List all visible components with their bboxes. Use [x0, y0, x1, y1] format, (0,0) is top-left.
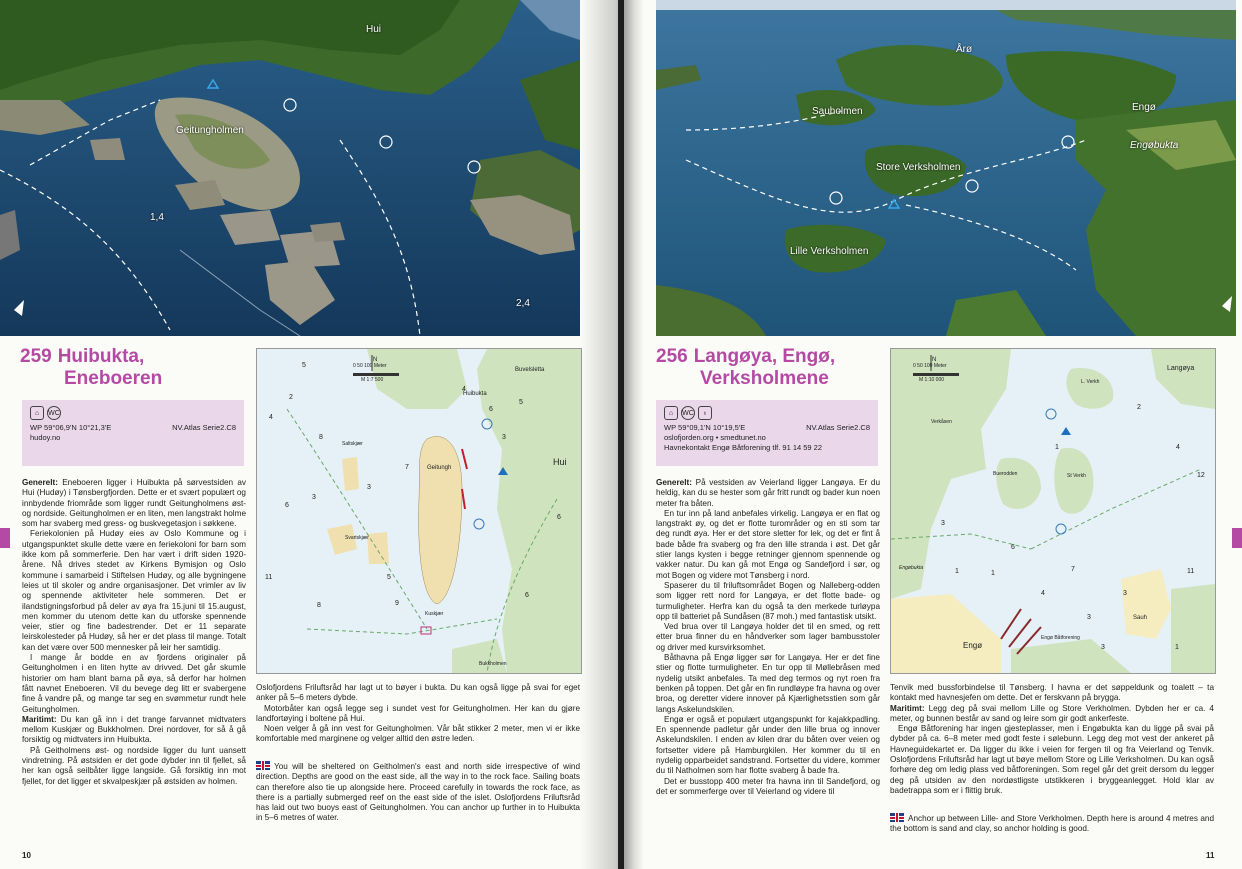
atlas-ref: NV.Atlas Serie2.C8: [172, 423, 236, 432]
svg-text:6: 6: [557, 514, 561, 521]
chart-scale: M 1:7 500: [361, 377, 384, 383]
paragraph-text: Engø er også et populært utgangspunkt for kajakkpadling. En spennende padletur går under den lille brua og innover Askelundskilen. I enden av kilen drar du båten over veien og fortsetter videre på Hamburgkilen. Her kommer du til en nydelig opparbeidet sandstrand. Fortsetter du videre, kommer du til Natholmen som har flotte svaberg å bade fra.: [656, 714, 880, 776]
paragraph: [890, 704, 1214, 725]
title-line: Huibukta,: [57, 346, 145, 367]
svg-text:6: 6: [525, 592, 529, 599]
harbour-info-box: [22, 400, 244, 466]
chart-place-label: Geitungh: [427, 465, 452, 471]
title-line: Eneboeren: [64, 368, 163, 389]
svg-text:7: 7: [1071, 566, 1075, 573]
facility-icons: [30, 403, 236, 423]
svg-text:12: 12: [1197, 472, 1205, 479]
photo-label-aro: Årø: [956, 44, 973, 55]
section-tab: [1232, 528, 1242, 548]
scale-bar-label: 0 50 100 Meter: [353, 363, 387, 369]
svg-text:8: 8: [317, 602, 321, 609]
website: hudoy.no: [30, 433, 61, 442]
english-summary: [890, 813, 1214, 835]
paragraph-lead: Generelt:: [22, 478, 58, 487]
aerial-photo-huibukta: [0, 0, 580, 336]
harbour-number: 259: [20, 346, 52, 367]
photo-label-store-verksholmen: Store Verksholmen: [876, 162, 961, 173]
svg-text:4: 4: [462, 386, 466, 393]
chart-place-label: Engø Båtforening: [1041, 635, 1080, 641]
wc-icon: WC: [47, 406, 61, 420]
chart-place-label: Svartskjær: [345, 535, 369, 541]
section-tab: [0, 528, 10, 548]
paragraph-lead: Generelt:: [656, 478, 692, 487]
photo-label-geitungholmen: Geitungholmen: [176, 125, 244, 136]
svg-text:6: 6: [285, 502, 289, 509]
svg-text:4: 4: [269, 414, 273, 421]
uk-flag-icon: [890, 813, 904, 822]
svg-text:4: 4: [1041, 590, 1045, 597]
harbour-contact: Havnekontakt Engø Båtforening tlf. 91 14 59 22: [664, 443, 823, 452]
text-column-1: [656, 478, 880, 797]
waypoint: WP 59°09,1'N 10°19,5'E: [664, 423, 746, 432]
chart-place-label: Bukkholmen: [479, 661, 507, 667]
paragraph: [22, 478, 246, 529]
paragraph-text: Eneboeren ligger i Huibukta på sørvestsiden av Hui (Hudøy) i Tønsbergfjorden. Dette er et svært populært og innbydende friområde som ligger rundt Geitungholmens øst- og nordside. Geitungholmen er en liten, men langstrakt holme som har svaberg med gress- og buskvegetasjon i søkkene.: [22, 478, 246, 529]
paragraph: [256, 683, 580, 704]
svg-text:3: 3: [1087, 614, 1091, 621]
harbour-chart-huibukta: [256, 348, 582, 674]
chart-scale: M 1:10 000: [919, 377, 945, 383]
photo-depth-label: 2,4: [516, 298, 530, 309]
paragraph-text: I mange år bodde en av fjordens originaler på Geitungholmen i en liten hytte av drivved. Det går skumle historier om ham blant barna på øya, så derfor har holmen fått navnet Eneboeren. Vil du bevege deg litt er svabergene fine å vandre på, og mange tar seg en svømmetur rundt hele Geitungholmen.: [22, 653, 246, 714]
paragraph-text: På Geitholmens øst- og nordside ligger du lunt uansett vindretning. På østsiden er det gode dybder inn til fjellet, så her kan også seilbåter ligge langside. Gå forsiktig inn mot fjellet, for det ligger et skvalpeskjær på østsiden av holmen.: [22, 745, 246, 786]
title-line: Langøya, Engø,: [693, 346, 836, 367]
left-page: [0, 0, 618, 869]
svg-text:1: 1: [1055, 444, 1059, 451]
paragraph-text: Motorbåter kan også legge seg i sundet vest for Geitungholmen. Her kan du gjøre landfortøying i boltene på Hui.: [256, 703, 580, 723]
chart-place-label: Saltskjær: [342, 441, 363, 447]
svg-text:11: 11: [1187, 568, 1195, 575]
photo-label-lille-verksholmen: Lille Verksholmen: [790, 246, 869, 257]
paragraph: [256, 724, 580, 745]
svg-text:1: 1: [991, 570, 995, 577]
photo-label-hui: Hui: [366, 24, 382, 35]
paragraph: [22, 715, 246, 746]
wc-icon: WC: [681, 406, 695, 420]
svg-text:1: 1: [1175, 644, 1179, 651]
right-page: [624, 0, 1242, 869]
photo-label-engobukta: Engøbukta: [1130, 140, 1179, 151]
refuse-bin-icon: ⌂: [664, 406, 678, 420]
svg-text:5: 5: [302, 362, 306, 369]
north-arrow-label: N: [373, 357, 378, 363]
paragraph-text: Engø Båtforening har ingen gjesteplasser, men i Engøbukta kan du ligge på svai på dybder på ca. 6–8 meter med godt feste i sølebunn. Legg deg mot vest der ankeret på Havneguidekartet er. Da ligger du ikke i veien for fergen til og fra Veierland og Tenvik. Oslofjordens Friluftsråd har lagt ut bøye mellom Store og Lille Verksholmen. Du kan også forhøre deg om ledig plass ved båtforeningen. Som regel går det greit dersom du legger deg på utsiden av den nordøstligste utstikkeren i bryggeanlegget. Hold klar av badetrappa som er i flittig bruk.: [890, 724, 1214, 795]
svg-text:5: 5: [519, 399, 523, 406]
chart-place-label: Langøya: [1167, 365, 1195, 372]
paragraph-text: Båthavna på Engø ligger sør for Langøya. Her er det fine stier og flotte turmuligheter. En tur opp til Møllebråsen med nydelig utsikt anbefales. Ta med deg termos og nyt roen fra benken på toppen. Det går en fin rundløype fra havna og over broa, og deretter videre innover på Kjærlighetsstien som går langs Askelundskilen.: [656, 653, 880, 714]
svg-text:3: 3: [367, 484, 371, 491]
svg-text:9: 9: [395, 600, 399, 607]
chart-place-label: Engøbukta: [899, 565, 924, 571]
paragraph: [656, 478, 880, 509]
svg-text:5: 5: [387, 574, 391, 581]
chart-place-label: Hui: [553, 457, 567, 467]
svg-text:7: 7: [405, 464, 409, 471]
paragraph: [656, 653, 880, 715]
paragraph: [22, 746, 246, 787]
paragraph: [256, 704, 580, 725]
paragraph-text: Du kan gå inn i det trange farvannet midtvaters mellom Kuskjær og Bukkholmen. Drei nordover, for så å gå forsiktig og midtvaters inn Huibukta.: [22, 714, 246, 745]
harbour-number: 256: [656, 346, 688, 367]
harbour-title: [20, 346, 162, 390]
north-arrow-label: N: [932, 357, 937, 363]
svg-text:3: 3: [1123, 590, 1127, 597]
paragraph-text: En tur inn på land anbefales virkelig. Langøya er en flat og langstrakt øy, og det er flotte turområder og en sti som tar deg rundt øya. Her er det store sletter for lek, og det er fint å bade både fra svaberg og fra den lille stranda i øst. Det går stier langs kysten i begge retninger gjennom spennende og vakker natur. Du kan gå mot Engø og Sandefjord i sør, og mot Bogen og videre mot Tønsberg i nord.: [656, 508, 880, 580]
paragraph-text: Spaserer du til friluftsområdet Bogen og Nalleberg-odden som ligger rett nord for Langøya, er det flotte bade- og turmuligheter. Herfra kan du også ta den merkede turløypa opp til batteriet på Sundåsen (87 moh.) med fantastisk utsikt.: [656, 580, 880, 621]
paragraph: [656, 715, 880, 777]
refuse-bin-icon: ⌂: [30, 406, 44, 420]
paragraph-text: Legg deg på svai mellom Lille og Store Verkholmen. Dybden her er ca. 4 meter, og bunnen består av sand og leire som gir godt ankerfeste.: [890, 703, 1214, 723]
paragraph-text: Feriekolonien på Hudøy eies av Oslo Kommune og i utgangspunktet skulle dette være en feriekoloni for barn som ikke kom på sommerferie. Den har vært i drift siden 1920-årene. Nå drives stedet av Kirkens Bymisjon og Oslo kommune i samarbeid i Stiftelsen Hudøy, og alle bygningene leies ut til skoler og andre organisasjoner. Det vrimler av liv og spennende aktiviteter hele sommeren. Det er ilandstigningsforbud på deler av øya fra 15.juni til 15.august, men kommer du utenom dette kan du utforske spennende veier, stier og fine badestrender. Det er 11 separate leirskolesteder på Hudøy, så her er det plass til mange. Totalt kan det være over 500 mennesker på leir her samtidig.: [22, 529, 246, 652]
paragraph: [656, 581, 880, 622]
paragraph: [22, 653, 246, 715]
svg-text:4: 4: [1176, 444, 1180, 451]
svg-text:3: 3: [312, 494, 316, 501]
chart-place-label: L. Verkh: [1081, 379, 1100, 385]
english-summary: [256, 761, 580, 824]
text-column-2: [890, 683, 1214, 796]
harbour-info-box: [656, 400, 878, 466]
svg-text:8: 8: [319, 434, 323, 441]
chart-place-label: Buerodden: [993, 471, 1018, 477]
english-text: You will be sheltered on Geitholmen's east and north side irrespective of wind direction. Depths are good on the east side, all the way in to the rock face. Sailing boats can therefore also tie up alongside here. Proceed carefully in towards the rock face, as there is a partially submerged reef on the east side of the islet. Oslofjordens Friluftsråd has laid out two buoys east of Geitungholmen. You can anchor up further in to Huibukta in 5–6 metres of water.: [256, 762, 580, 823]
paragraph-text: Oslofjordens Friluftsråd har lagt ut to bøyer i bukta. Du kan også ligge på svai for eget anker på 5–6 meters dybde.: [256, 683, 580, 703]
chart-place-label: Engø: [963, 641, 983, 650]
paragraph: [22, 529, 246, 653]
paragraph-text: Det er busstopp 400 meter fra havna inn til Sandefjord, og det er sommerferge over til Veierland og videre til: [656, 776, 880, 796]
photo-label-engo: Engø: [1132, 102, 1156, 113]
text-column-1: [22, 478, 246, 787]
svg-text:3: 3: [502, 434, 506, 441]
paragraph-text: Tenvik med bussforbindelse til Tønsberg. I havna er det søppeldunk og toalett – ta kontakt med havnesjefen om dette. Det er ferskvann på brygga.: [890, 683, 1214, 703]
title-line: Verksholmene: [700, 368, 829, 389]
chart-place-label: Huibukta: [463, 391, 487, 397]
harbour-chart-langoya: [890, 348, 1216, 674]
chart-place-label: Kuskjær: [425, 611, 444, 617]
english-text: Anchor up between Lille- and Store Verkholmen. Depth here is around 4 metres and the bottom is sand and clay, so anchor holding is good.: [890, 814, 1214, 834]
waypoint: WP 59°06,9'N 10°21,3'E: [30, 423, 112, 432]
paragraph-lead: Maritimt:: [890, 703, 925, 713]
atlas-ref: NV.Atlas Serie2.C8: [806, 423, 870, 432]
scale-bar-label: 0 50 100 Meter: [913, 363, 947, 369]
paragraph: [890, 683, 1214, 704]
page-number: 11: [1206, 851, 1215, 860]
svg-text:3: 3: [1101, 644, 1105, 651]
paragraph: [656, 777, 880, 798]
svg-text:11: 11: [265, 574, 273, 581]
text-column-2: [256, 683, 580, 745]
svg-text:6: 6: [1011, 544, 1015, 551]
paragraph-text: Ved brua over til Langøya holder det til en smed, og rett etter brua finner du en håndverker som lager bambusstoler og driver med kursvirksomhet.: [656, 622, 880, 652]
website: oslofjorden.org • smedtunet.no: [664, 433, 766, 442]
chart-place-label: Verkåsen: [931, 419, 952, 425]
svg-text:2: 2: [1137, 404, 1141, 411]
chart-place-label: Sauh: [1133, 615, 1148, 621]
svg-text:6: 6: [489, 406, 493, 413]
page-number: 10: [22, 851, 31, 860]
photo-depth-label: 1,4: [150, 212, 164, 223]
fresh-water-icon: ♁: [698, 406, 712, 420]
paragraph-text: Noen velger å gå inn vest for Geitungholmen. Vår båt stikker 2 meter, men vi er ikke komfortable med marginene og velger alltid den østre leden.: [256, 724, 580, 744]
harbour-title: [656, 346, 835, 390]
chart-place-label: Buvelsletta: [515, 367, 545, 373]
chart-place-label: St Verkh: [1067, 473, 1086, 479]
facility-icons: [664, 403, 870, 423]
uk-flag-icon: [256, 761, 270, 770]
paragraph: [890, 724, 1214, 796]
svg-text:2: 2: [289, 394, 293, 401]
paragraph: [656, 622, 880, 653]
photo-label-sauholmen: Sauholmen: [812, 106, 863, 117]
svg-text:1: 1: [955, 568, 959, 575]
paragraph-lead: Maritimt:: [22, 714, 57, 724]
svg-text:3: 3: [941, 520, 945, 527]
aerial-photo-langoya: [656, 0, 1236, 336]
paragraph: [656, 509, 880, 581]
paragraph-text: På vestsiden av Veierland ligger Langøya. Er du heldig, kan du se hester som går fritt rundt og bader kun noen meter fra båten.: [656, 478, 880, 508]
